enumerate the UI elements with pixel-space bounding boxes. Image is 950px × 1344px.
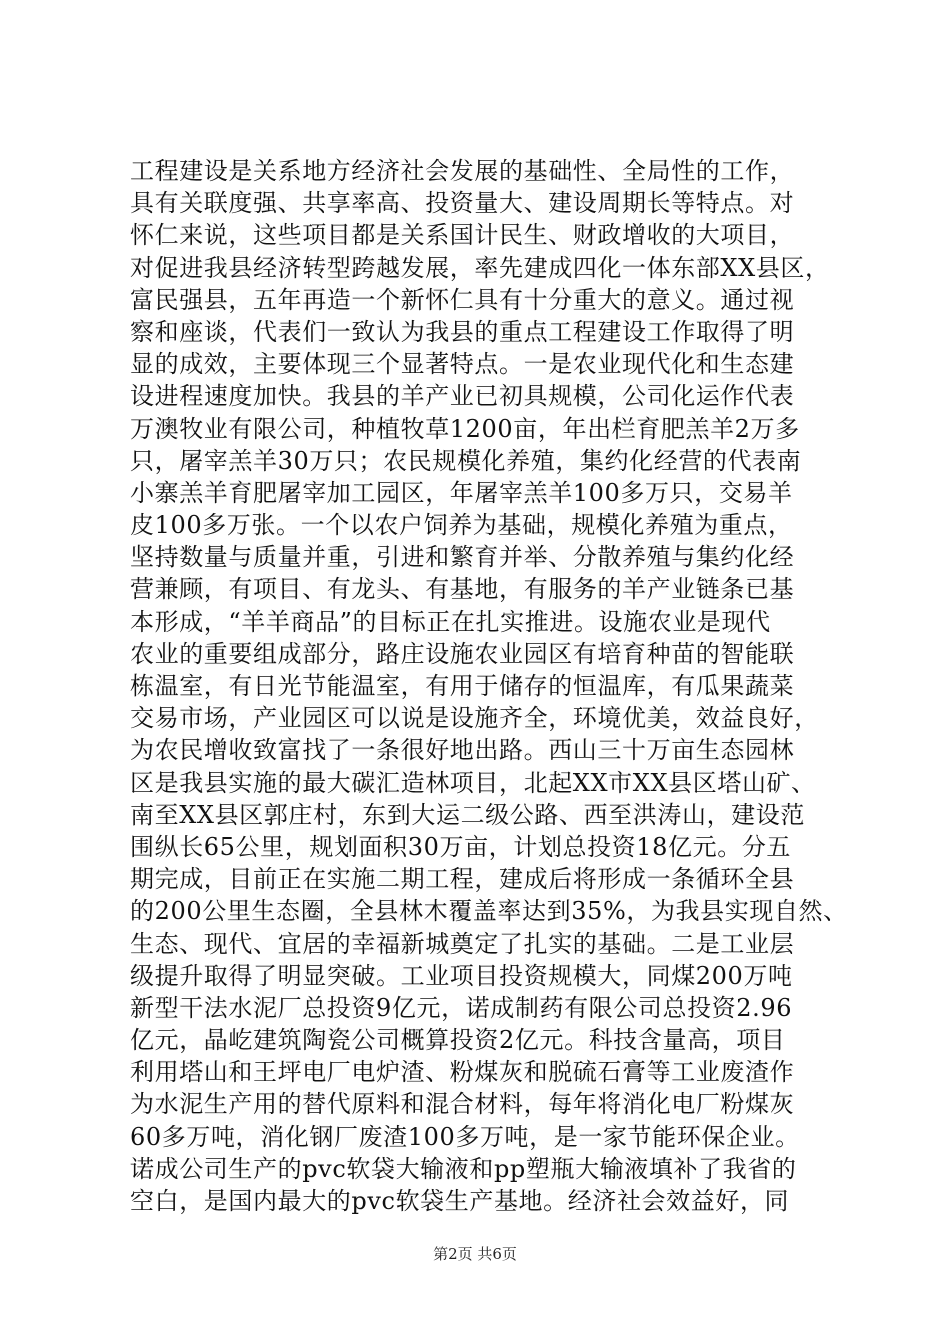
text-line: 察和座谈，代表们一致认为我县的重点工程建设工作取得了明 [130,317,795,346]
text-line: 诺成公司生产的pvc软袋大输液和pp塑瓶大输液填补了我省的 [130,1154,797,1183]
text-line: 农业的重要组成部分，路庄设施农业园区有培育种苗的智能联 [130,639,795,668]
text-line: 为农民增收致富找了一条很好地出路。西山三十万亩生态园林 [130,736,795,765]
text-line: 怀仁来说，这些项目都是关系国计民生、财政增收的大项目， [130,221,795,250]
text-line: 期完成，目前正在实施二期工程，建成后将形成一条循环全县 [130,865,795,894]
text-line: 的200公里生态圈，全县林木覆盖率达到35%，为我县实现自然、 [130,897,848,926]
text-line: 新型干法水泥厂总投资9亿元，诺成制药有限公司总投资2.96 [130,993,793,1022]
text-line: 显的成效，主要体现三个显著特点。一是农业现代化和生态建 [130,350,795,379]
text-line: 亿元，晶屹建筑陶瓷公司概算投资2亿元。科技含量高，项目 [130,1026,786,1055]
text-line: 坚持数量与质量并重，引进和繁育并举、分散养殖与集约化经 [130,543,795,572]
body-paragraph [130,155,850,1217]
text-line: 小寨羔羊育肥屠宰加工园区，年屠宰羔羊100多万只，交易羊 [130,478,793,507]
text-line: 皮100多万张。一个以农户饲养为基础，规模化养殖为重点， [130,511,793,540]
text-line: 营兼顾，有项目、有龙头、有基地，有服务的羊产业链条已基 [130,575,795,604]
text-line: 本形成，“羊羊商品”的目标正在扎实推进。设施农业是现代 [130,607,771,636]
text-line: 富民强县，五年再造一个新怀仁具有十分重大的意义。通过视 [130,285,795,314]
text-line: 万澳牧业有限公司，种植牧草1200亩，年出栏育肥羔羊2万多 [130,414,800,443]
text-line: 级提升取得了明显突破。工业项目投资规模大，同煤200万吨 [130,961,793,990]
text-line: 生态、现代、宜居的幸福新城奠定了扎实的基础。二是工业层 [130,929,795,958]
text-line: 利用塔山和王坪电厂电炉渣、粉煤灰和脱硫石膏等工业废渣作 [130,1058,795,1087]
text-line: 栋温室，有日光节能温室，有用于储存的恒温库，有瓜果蔬菜 [130,672,795,700]
text-line: 为水泥生产用的替代原料和混合材料，每年将消化电厂粉煤灰 [130,1090,795,1119]
text-line: 南至XX县区郭庄村，东到大运二级公路、西至洪涛山，建设范 [130,800,805,829]
text-line: 具有关联度强、共享率高、投资量大、建设周期长等特点。对 [130,189,795,218]
text-line: 工程建设是关系地方经济社会发展的基础性、全局性的工作， [130,157,795,185]
text-line: 60多万吨，消化钢厂废渣100多万吨，是一家节能环保企业。 [130,1122,800,1151]
text-line: 围纵长65公里，规划面积30万亩，计划总投资18亿元。分五 [130,832,792,861]
text-line: 空白，是国内最大的pvc软袋生产基地。经济社会效益好，同 [130,1187,790,1215]
text-line: 区是我县实施的最大碳汇造林项目，北起XX市XX县区塔山矿、 [130,768,816,797]
page-footer: 第2页 共6页 [433,1245,517,1263]
text-line: 只，屠宰羔羊30万只；农民规模化养殖，集约化经营的代表南 [130,446,802,475]
text-line: 对促进我县经济转型跨越发展，率先建成四化一体东部XX县区， [130,253,830,282]
text-line: 交易市场，产业园区可以说是设施齐全，环境优美，效益良好， [130,704,819,733]
text-line: 设进程速度加快。我县的羊产业已初具规模，公司化运作代表 [130,382,795,411]
